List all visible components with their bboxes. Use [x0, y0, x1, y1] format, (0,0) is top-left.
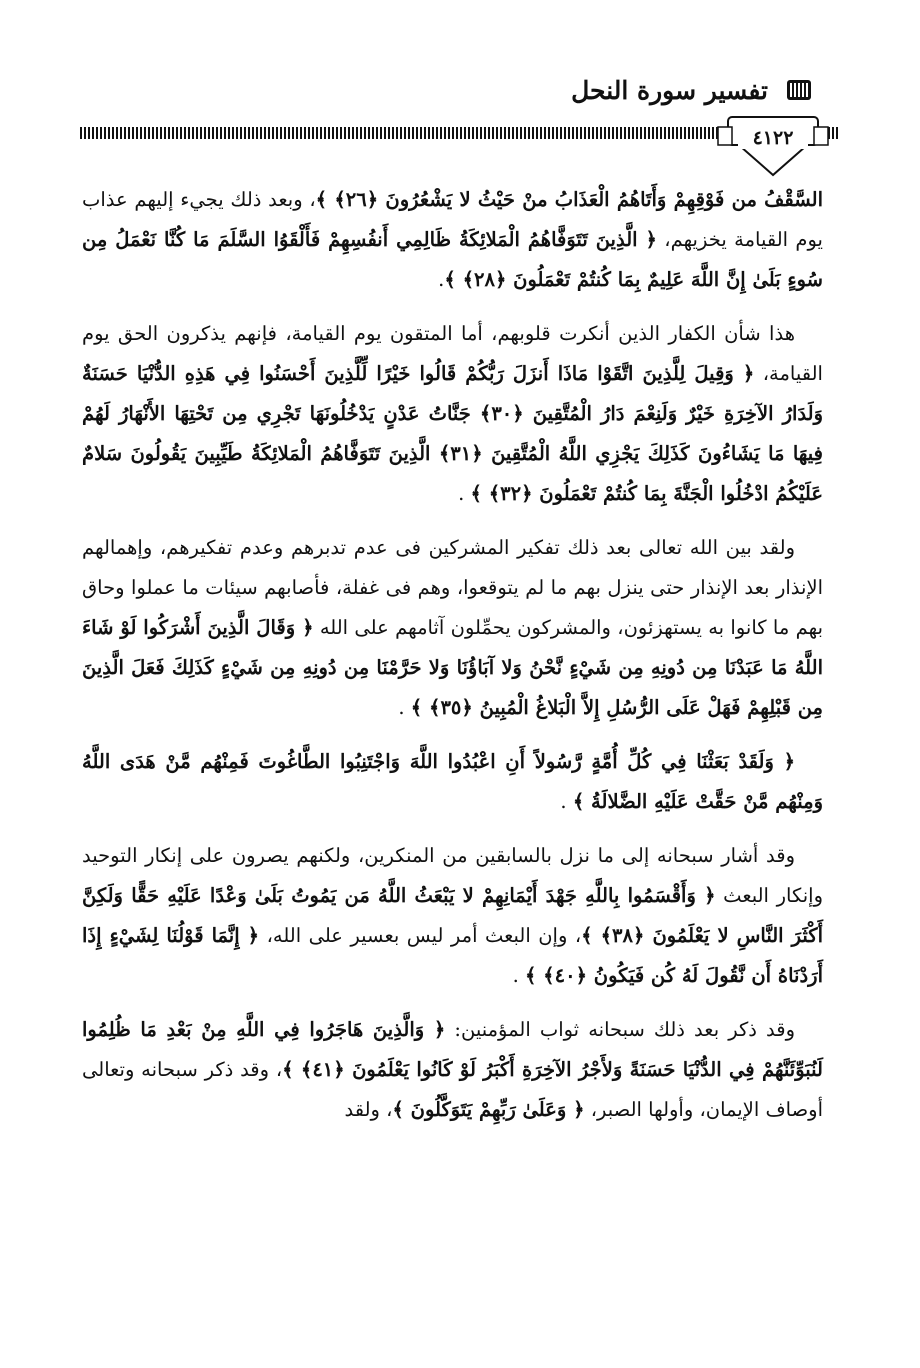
page-number-frame: [714, 113, 832, 177]
commentary-text: .: [398, 696, 411, 719]
quran-verse: ﴿ الَّذِينَ تَتَوَفَّاهُمُ الْمَلائِكَةُ ظَالِمِي أَنفُسِهِمْ فَأَلْقَوُا السَّلَمَ مَا كُنَّا نَعْمَلُ مِن سُوءٍ بَلَىٰ إِنَّ اللَّهَ عَلِيمٌ بِمَا كُنتُمْ تَعْمَلُونَ ﴿٢٨﴾ ﴾: [82, 228, 823, 291]
commentary-text: .: [512, 964, 525, 987]
commentary-text: ، وبعد ذلك يجيء إليهم عذاب يوم القيامة يخزيهم،: [82, 188, 823, 251]
quran-verse: ﴿ وَأَقْسَمُوا بِاللَّهِ جَهْدَ أَيْمَانِهِمْ لا يَبْعَثُ اللَّهُ مَن يَمُوتُ بَلَىٰ وَعْدًا عَلَيْهِ حَقًّا وَلَكِنَّ أَكْثَرَ النَّاسِ لا يَعْلَمُونَ ﴿٣٨﴾ ﴾: [82, 884, 823, 947]
commentary-text: .: [438, 268, 445, 291]
quran-verse: ﴿ وَالَّذِينَ هَاجَرُوا فِي اللَّهِ مِنْ بَعْدِ مَا ظُلِمُوا لَنُبَوِّئَنَّهُمْ فِي الدُّنْيَا حَسَنَةً وَلأَجْرُ الآخِرَةِ أَكْبَرُ لَوْ كَانُوا يَعْلَمُونَ ﴿٤١﴾ ﴾: [82, 1018, 823, 1081]
commentary-text: .: [560, 790, 573, 813]
page-body: [82, 180, 823, 1144]
quran-verse: ﴿ وَعَلَىٰ رَبِّهِمْ يَتَوَكَّلُونَ ﴾: [392, 1098, 585, 1121]
page-header: [108, 70, 812, 110]
quran-verse: ﴿ وَلَقَدْ بَعَثْنَا فِي كُلِّ أُمَّةٍ رَّسُولاً أَنِ اعْبُدُوا اللَّهَ وَاجْتَنِبُوا الطَّاغُوتَ فَمِنْهُم مَّنْ هَدَى اللَّهُ وَمِنْهُم مَّنْ حَقَّتْ عَلَيْهِ الضَّلالَةُ ﴾: [82, 750, 823, 813]
page-number: ٤١٢٢: [738, 127, 808, 149]
commentary-text: وقد أشار سبحانه إلى ما نزل بالسابقين من المنكرين، ولكنهم يصرون على إنكار التوحيد وإنكار البعث: [82, 844, 823, 907]
commentary-text: ، وقد ذكر سبحانه وتعالى أوصاف الإيمان، وأولها الصبر،: [82, 1058, 823, 1121]
page-title: تفسير سورة النحل: [571, 75, 768, 105]
commentary-text: .: [458, 482, 471, 505]
book-ornament-icon: [786, 77, 812, 103]
paragraph-2: [82, 314, 823, 514]
paragraph-3: [82, 528, 823, 728]
commentary-text: هذا شأن الكفار الذين أنكرت قلوبهم، أما المتقون يوم القيامة، فإنهم يذكرون الحق يوم القيامة،: [82, 322, 823, 385]
quran-verse: السَّقْفُ من فَوْقِهِمْ وَأَتَاهُمُ الْعَذَابُ منْ حَيْثُ لا يَشْعُرُونَ ﴿٢٦﴾ ﴾: [315, 188, 823, 211]
paragraph-5: [82, 836, 823, 996]
commentary-text: ولقد بين الله تعالى بعد ذلك تفكير المشركين فى عدم تدبرهم وعدم تفكيرهم، وإهمالهم الإنذار بعد الإنذار حتى ينزل بهم ما لم يتوقعوا، وهم فى غفلة، فأصابهم سيئات ما عملوا وحاق بهم ما كانوا به يستهزئون، والمشركون يحمِّلون آثامهم على الله: [82, 536, 823, 639]
commentary-text: ، ولقد: [344, 1098, 393, 1121]
quran-verse: ﴿ وَقَالَ الَّذِينَ أَشْرَكُوا لَوْ شَاءَ اللَّهُ مَا عَبَدْنَا مِن دُونِهِ مِن شَيْءٍ نَّحْنُ وَلا آبَاؤُنَا وَلا حَرَّمْنَا مِن دُونِهِ مِن شَيْءٍ كَذَلِكَ فَعَلَ الَّذِينَ مِن قَبْلِهِمْ فَهَلْ عَلَى الرُّسُلِ إِلاَّ الْبَلاغُ الْمُبِينُ ﴿٣٥﴾ ﴾: [82, 616, 823, 719]
commentary-text: ، وإن البعث أمر ليس بعسير على الله،: [259, 924, 582, 947]
quran-verse: ﴿ وَقِيلَ لِلَّذِينَ اتَّقَوْا مَاذَا أَنزَلَ رَبُّكُمْ قَالُوا خَيْرًا لِّلَّذِينَ أَحْسَنُوا فِي هَذِهِ الدُّنْيَا حَسَنَةٌ وَلَدَارُ الآخِرَةِ خَيْرٌ وَلَنِعْمَ دَارُ الْمُتَّقِينَ ﴿٣٠﴾ جَنَّاتُ عَدْنٍ يَدْخُلُونَهَا تَجْرِي مِن تَحْتِهَا الأَنْهَارُ لَهُمْ فِيهَا مَا يَشَاءُونَ كَذَلِكَ يَجْزِي اللَّهُ الْمُتَّقِينَ ﴿٣١﴾ الَّذِينَ تَتَوَفَّاهُمُ الْمَلائِكَةُ طَيِّبِينَ يَقُولُونَ سَلامٌ عَلَيْكُمُ ادْخُلُوا الْجَنَّةَ بِمَا كُنتُمْ تَعْمَلُونَ ﴿٣٢﴾ ﴾: [82, 362, 823, 505]
commentary-text: وقد ذكر بعد ذلك سبحانه ثواب المؤمنين:: [445, 1018, 795, 1041]
header-rule: [80, 117, 840, 177]
paragraph-4: [82, 742, 823, 822]
quran-verse: ﴿ إِنَّمَا قَوْلُنَا لِشَيْءٍ إِذَا أَرَدْنَاهُ أَن نَّقُولَ لَهُ كُن فَيَكُونُ ﴿٤٠﴾ ﴾: [82, 924, 823, 987]
paragraph-1: [82, 180, 823, 300]
paragraph-6: [82, 1010, 823, 1130]
